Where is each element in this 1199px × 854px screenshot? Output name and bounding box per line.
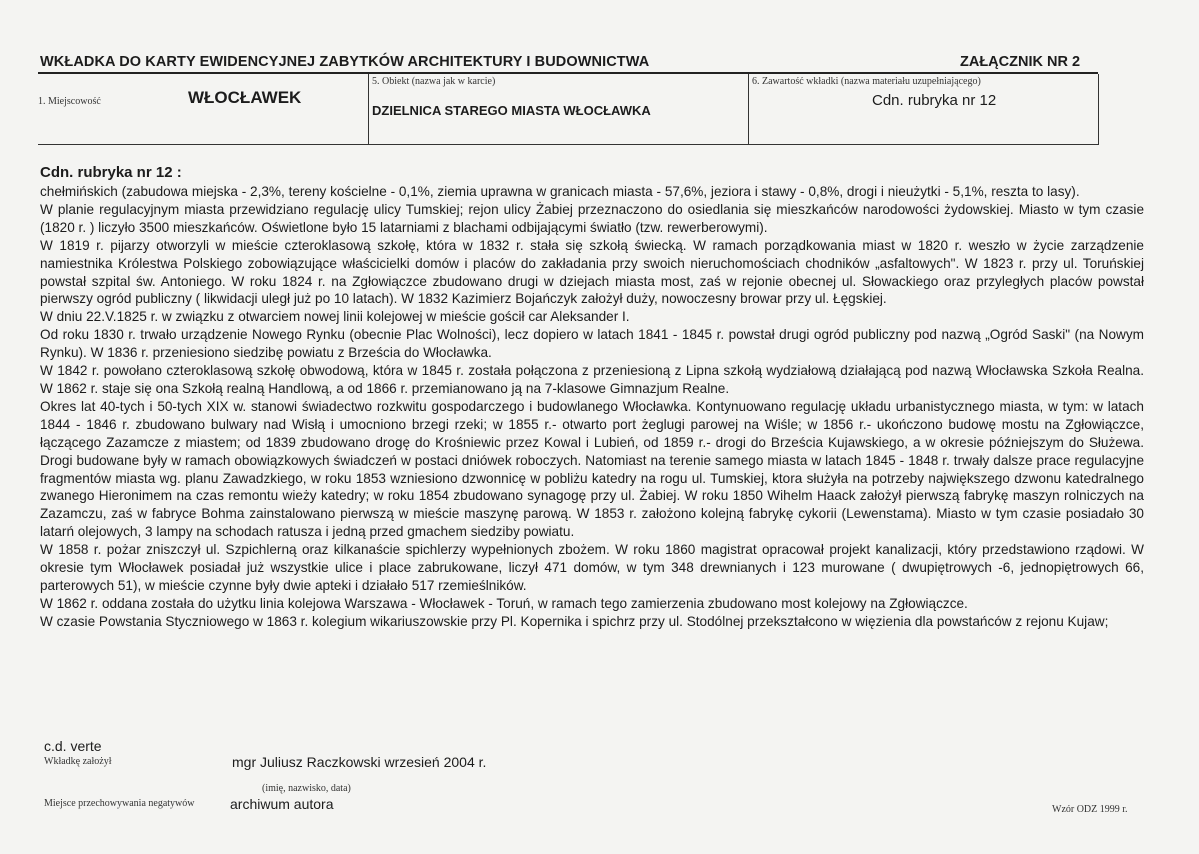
section-heading: Cdn. rubryka nr 12 : <box>40 164 182 181</box>
paragraph: W 1842 r. powołano czteroklasową szkołę obwodową, która w 1845 r. została połączona z przeniesioną z Lipna szkołą wydziałową działającą pod nazwą Włocławska Szkoła Realna. W 1862 r. staje się ona Szkołą realną Handlową, a od 1866 r. przemianowano ją na 7-klasowe Gimnazjum Realne. <box>40 363 1144 396</box>
paragraph: W 1862 r. oddana została do użytku linia kolejowa Warszawa - Włocławek - Toruń, w ramach tego zamierzenia zbudowano most kolejowy na Zgłowiączce. <box>40 595 968 611</box>
locality-label: 1. Miejscowość <box>38 96 101 107</box>
paragraph: W planie regulacyjnym miasta przewidziano regulację ulicy Tumskiej; rejon ulicy Żabiej przeznaczono do osiedlania się mieszkańców narodowości żydowskiej. Miasto w tym czasie (1820 r. ) liczyło 3500 mieszkańców. Oświetlone było 15 latarniami z blachami odbijającymi światło (tzw. rewerberowymi). <box>40 201 1144 235</box>
locality-box <box>38 74 369 145</box>
annex-number: ZAŁĄCZNIK NR 2 <box>960 54 1081 70</box>
contents-box <box>748 74 1099 145</box>
contents-label: 6. Zawartość wkładki (nazwa materiału uzupełniającego) <box>752 76 981 87</box>
object-box <box>368 74 749 145</box>
author-caption: (imię, nazwisko, data) <box>262 783 351 794</box>
paragraph: W dniu 22.V.1825 r. w związku z otwarciem nowej linii kolejowej w mieście gościł car Aleksander I. <box>40 309 630 325</box>
author-label: Wkładkę założył <box>44 756 112 767</box>
storage-value: archiwum autora <box>230 796 334 812</box>
paragraph: Od roku 1830 r. trwało urządzenie Nowego Rynku (obecnie Plac Wolności), lecz dopiero w latach 1841 - 1845 r. powstał drugi ogród publiczny pod nazwą „Ogród Saski" (na Nowym Rynku). W 1836 r. przeniesiono siedzibę powiatu z Brześcia do Włocławka. <box>40 327 1144 361</box>
object-label: 5. Obiekt (nazwa jak w karcie) <box>372 76 496 87</box>
object-value: DZIELNICA STAREGO MIASTA WŁOCŁAWKA <box>372 103 651 118</box>
paragraph: chełmińskich (zabudowa miejska - 2,3%, tereny kościelne - 0,1%, ziemia uprawna w granicach miasta - 57,6%, jeziora i stawy - 0,8%, drogi i nieużytki - 5,1%, reszta to lasy). <box>40 184 1080 199</box>
paragraph: W 1858 r. pożar zniszczył ul. Szpichlerną oraz kilkanaście spichlerzy wypełnionych zbożem. W roku 1860 magistrat opracował projekt kanalizacji, który przedstawiono rządowi. W okresie tym Włocławek posiadał już wszystkie ulice i place zabrukowane, liczył 471 domów, w tym 348 drewnianych i 123 murowane ( dwupiętrowych -6, jednopiętrowych 66, parterowych 51), w mieście czynne były dwie apteki i działało 517 rzemieślników. <box>40 542 1144 593</box>
paragraph: Okres lat 40-tych i 50-tych XIX w. stanowi świadectwo rozkwitu gospodarczego i budowlanego Włocławka. Kontynuowano regulację układu urbanistycznego miasta, w tym: w latach 1844 - 1846 r. zbudowano bulwary nad Wisłą i umocniono brzegi rzeki; w 1855 r.- otwarto port żeglugi parowej na Wiśle; w 1856 r.- ukończono budowę mostu na Zgłowiączce, łączącego Zazamcze z miastem; od 1839 zbudowano drogę do Krośniewic przez Kowal i Lubień, od 1859 r.- drogi do Brześcia Kujawskiego, a w okresie późniejszym do Służewa. Drogi budowane były w ramach obowiązkowych świadczeń w postaci dniówek roboczych. Natomiast na terenie samego miasta w latach 1845 - 1848 r. trwały dalsze prace regulacyjne fragmentów miasta wg. planu Zawadzkiego, w roku 1853 wzniesiono dzwonnicę w pobliżu katedry na rogu ul. Tumskiej, ktora służyła na potrzeby największego dzwonu katedralnego zwanego Hieronimem na czas remontu wieży katedry; w roku 1854 zbudowano synagogę przy ul. Żabiej. W roku 1850 Wihelm Haack założył pierwszą fabrykę maszyn rolniczych na Zazamczu, zaś w fabryce Bohma zainstalowano pierwszą w mieście maszynę parową. W 1853 r. założono kolejną fabrykę cykorii (Lewenstama). Miasto w tym czasie posiadało 30 latarń olejowych, 3 lampy na schodach ratusza i jedną przed gmachem siedziby powiatu. <box>40 398 1144 540</box>
paragraph: W czasie Powstania Styczniowego w 1863 r. kolegium wikariuszowskie przy Pl. Kopernika i spichrz przy ul. Stodólnej przekształcono w więzienia dla powstańców z rejonu Kujaw; <box>40 613 1109 629</box>
locality-value: WŁOCŁAWEK <box>188 88 302 107</box>
document-body <box>40 164 1144 631</box>
continued-note: c.d. verte <box>44 738 102 754</box>
contents-value: Cdn. rubryka nr 12 <box>872 92 997 109</box>
paragraph: W 1819 r. pijarzy otworzyli w mieście czteroklasową szkołę, która w 1832 r. stała się szkołą świecką. W ramach porządkowania miast w 1820 r. weszło w życie zarządzenie namiestnika Królestwa Polskiego zobowiązujące właścicielki domów i placów do zakładania przy swoich nieruchomościach chodników „asfaltowych". W 1823 r. przy ul. Toruńskiej powstał szpital św. Antoniego. W roku 1824 r. na Zgłowiączce zbudowano drugi w dziejach miasta most, zaś w rejonie obecnej ul. Słowackiego oraz przyległych placów powstał pierwszy ogród publiczny ( likwidacji uległ już po 10 latach). W 1832 Kazimierz Bojańczyk założył duży, nowoczesny browar przy ul. Łęgskiej. <box>40 237 1144 307</box>
template-version: Wzór ODZ 1999 r. <box>1052 804 1128 815</box>
storage-label: Miejsce przechowywania negatywów <box>44 798 195 809</box>
form-title: WKŁADKA DO KARTY EWIDENCYJNEJ ZABYTKÓW ARCHITEKTURY I BUDOWNICTWA <box>40 54 650 70</box>
author-value: mgr Juliusz Raczkowski wrzesień 2004 r. <box>232 754 487 770</box>
